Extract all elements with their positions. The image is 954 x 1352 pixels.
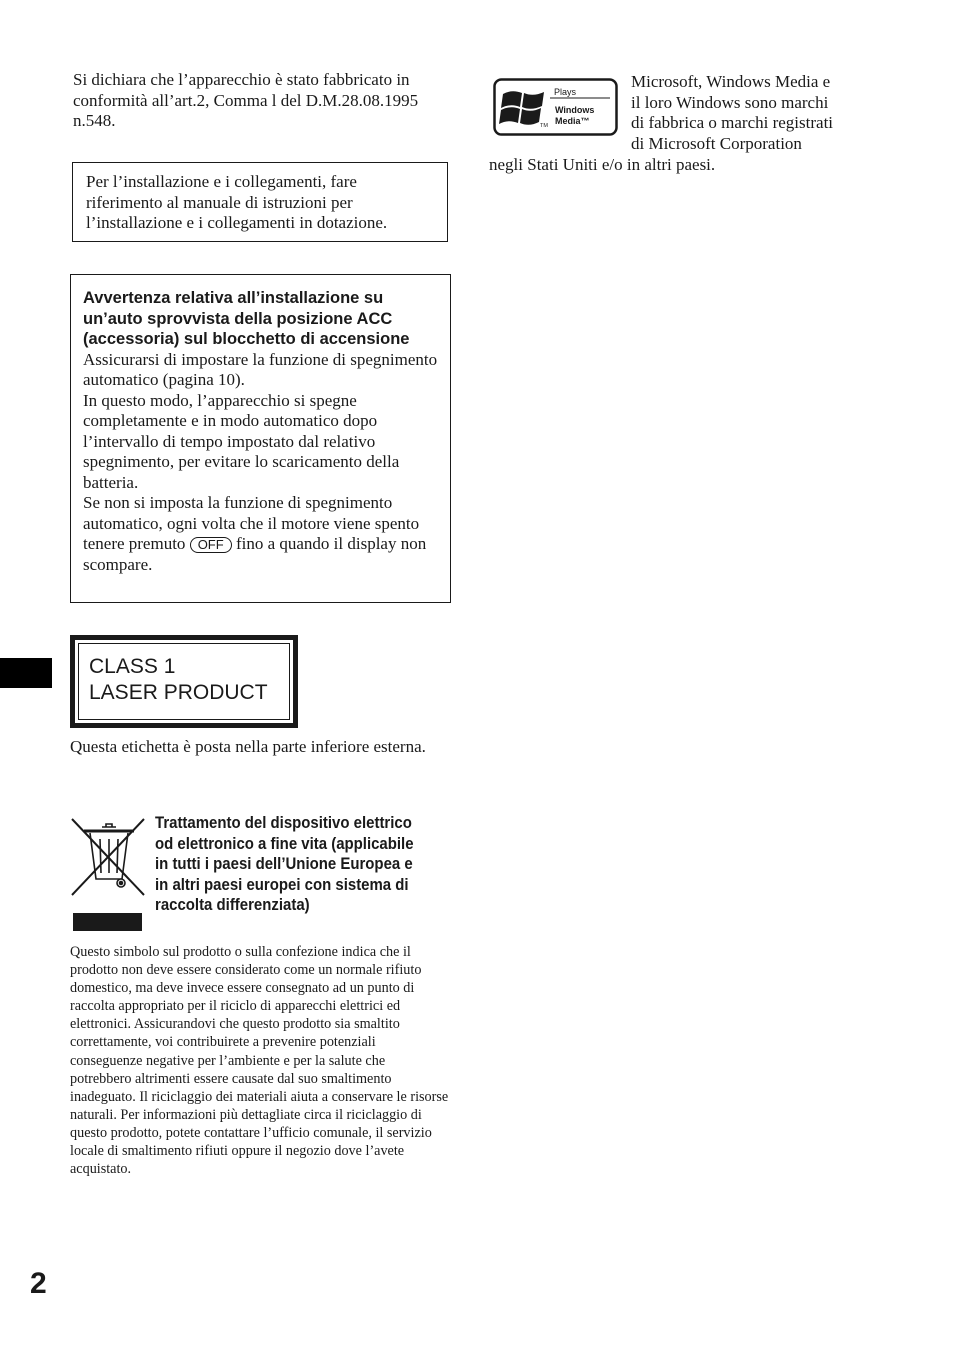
installation-note-box (72, 162, 448, 242)
laser-class-line: CLASS 1 (89, 655, 176, 678)
acc-warning-para-3-end: fino a quando il display non scompare. (83, 534, 427, 574)
weee-bar (73, 913, 142, 931)
logo-tm-text: TM (540, 123, 548, 129)
logo-windows-text: Windows (555, 105, 595, 115)
section-tab-marker (0, 658, 52, 688)
off-button-symbol: OFF (190, 537, 232, 553)
weee-body-text: Questo simbolo sul prodotto o sulla confezione indica che il prodotto non deve essere considerato come un normale rifiuto domestico, ma deve invece essere consegnato ad un punto di raccolta appropriato per il riciclo di apparecchi elettrici ed elettronici. Assicurandovi che questo prodotto sia smaltito correttamente, voi contribuirete a prevenire potenziali conseguenze negative per l’ambiente e per la salute che potrebbero altrimenti essere causate dal suo smaltimento inadeguato. Il riciclaggio dei materiali aiuta a conservare le risorse naturali. Per informazioni più dettagliate circa il riciclaggio di questo prodotto, potete contattare l’ufficio comunale, il servizio locale di smaltimento rifiuti oppure il negozio dove l’avete acquistato. (70, 944, 449, 1178)
label-location-note: Questa etichetta è posta nella parte inferiore esterna. (70, 737, 426, 756)
acc-warning-para-2: In questo modo, l’apparecchio si spegne completamente e in modo automatico dopo l’intervallo di tempo impostato dal relativo spegnimento, per evitare lo scaricamento della batteria. (83, 390, 400, 492)
acc-warning-title: Avvertenza relativa all’installazione su un’auto sprovvista della posizione ACC (accessoria) sul blocchetto di accensione (83, 289, 410, 348)
laser-label-text (89, 654, 268, 706)
trademark-line-1: Microsoft, Windows Media e (631, 72, 831, 91)
laser-product-label (70, 635, 298, 728)
crossed-out-bin-icon (70, 817, 146, 933)
laser-product-line: LASER PRODUCT (89, 681, 268, 704)
conformity-statement: Si dichiara che l’apparecchio è stato fabbricato in conformità all’art.2, Comma l del D.M.28.08.1995 n.548. (73, 70, 419, 130)
trademark-line-3: di fabbrica o marchi registrati (631, 113, 834, 132)
installation-note-text: Per l’installazione e i collegamenti, fare riferimento al manuale di istruzioni per l’installazione e i collegamenti in dotazione. (86, 172, 388, 232)
acc-warning-box (70, 274, 451, 603)
logo-plays-text: Plays (554, 87, 577, 97)
trademark-notice (631, 72, 871, 154)
trademark-line-4: di Microsoft Corporation (631, 133, 802, 153)
logo-media-text: Media™ (555, 116, 590, 126)
acc-warning-para-3 (83, 493, 442, 575)
acc-warning-para-1: Assicurarsi di impostare la funzione di spegnimento automatico (pagina 10). (83, 349, 438, 389)
acc-warning-para-3-start: Se non si imposta la funzione di spegnimento automatico, ogni volta che il motore viene spento tenere premuto (83, 493, 420, 553)
weee-title: Trattamento del dispositivo elettrico od elettronico a fine vita (applicabile in tutti i paesi dell’Unione Europea e in altri paesi europei con sistema di raccolta differenziata) (155, 813, 414, 914)
trademark-line-5: negli Stati Uniti e/o in altri paesi. (489, 155, 716, 174)
trademark-line-2: il loro Windows sono marchi (631, 92, 829, 112)
page-number: 2 (30, 1267, 47, 1300)
plays-windows-media-logo (493, 78, 618, 136)
